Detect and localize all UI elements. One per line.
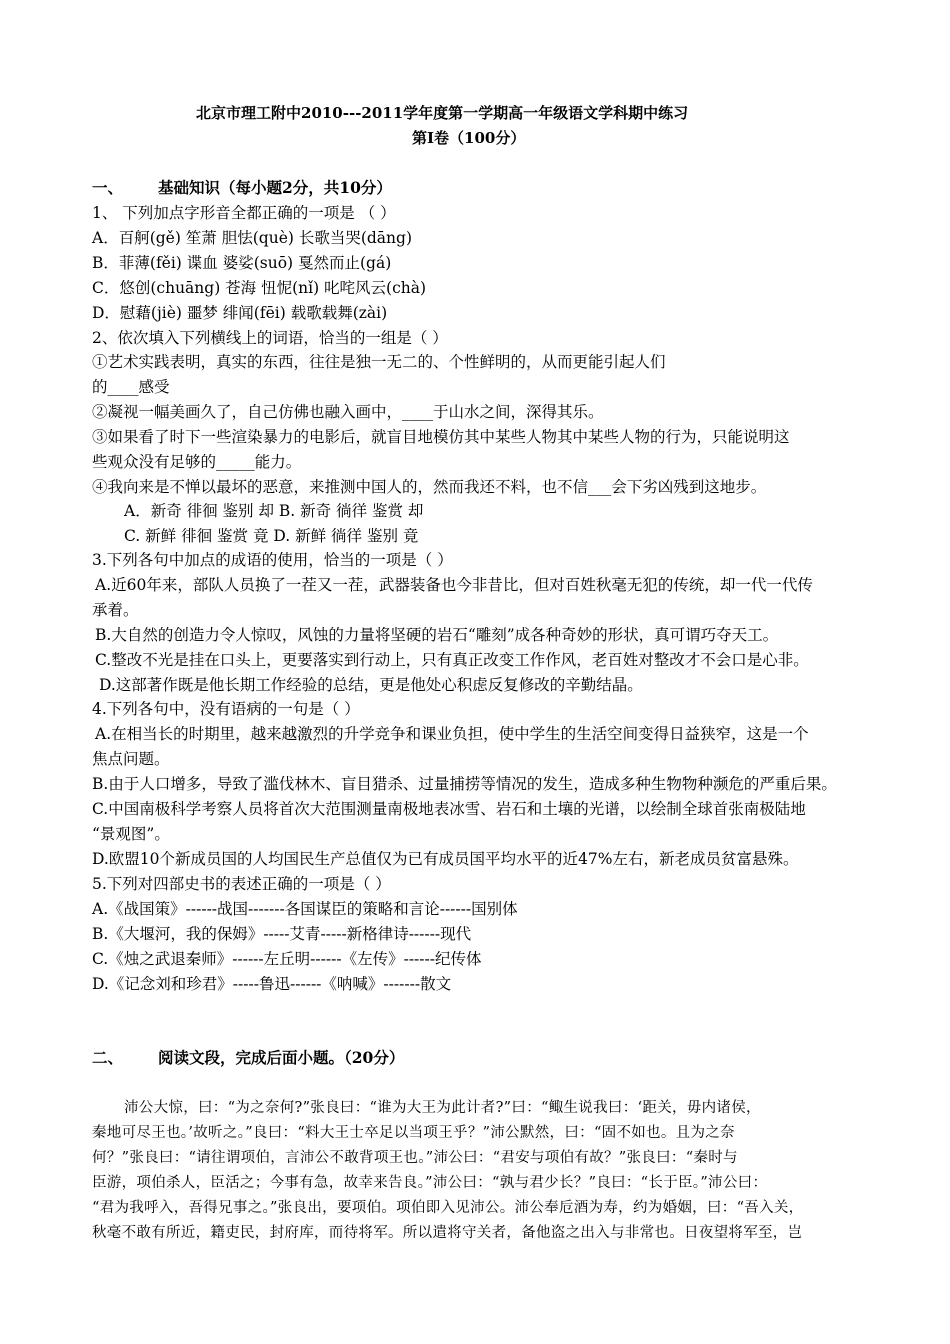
question-2-sentence-3-cont: 些观众没有足够的_____能力。: [92, 453, 302, 471]
question-2-sentence-2: ②凝视一幅美画久了，自己仿佛也融入画中，____于山水之间，深得其乐。: [92, 403, 604, 421]
question-2-sentence-1-cont: 的____感受: [92, 378, 170, 396]
question-2-sentence-3: ③如果看了时下一些渲染暴力的电影后，就盲目地模仿其中某些人物其中某些人物的行为，只能说明这: [92, 428, 790, 446]
question-1-option-c: C．悠创(chuāng) 苍海 忸怩(nǐ) 叱咤风云(chà): [92, 279, 427, 297]
question-3-stem: 3.下列各句中加点的成语的使用，恰当的一项是（ ）: [92, 551, 453, 569]
question-4-option-c-cont: “景观图”。: [92, 825, 170, 843]
question-2-options-cd: C. 新鲜 徘徊 鉴赏 竟 D. 新鲜 徜徉 鉴别 竟: [124, 527, 419, 545]
question-2-stem: 2、依次填入下列横线上的词语，恰当的一组是（ ）: [92, 329, 448, 347]
section-2-number: 二、: [92, 1048, 124, 1067]
question-5-option-c: C.《烛之武退秦师》------左丘明------《左传》------纪传体: [92, 950, 482, 968]
question-4-option-d: D.欧盟10个新成员国的人均国民生产总值仅为已有成员国平均水平的近47%左右，新老成员贫富悬殊。: [92, 850, 799, 868]
question-2-sentence-1: ①艺术实践表明，真实的东西，往往是独一无二的、个性鲜明的，从而更能引起人们: [92, 353, 666, 371]
question-5-option-a: A.《战国策》------战国-------各国谋臣的策略和言论------国别体: [92, 900, 518, 918]
passage-line-3: 何？”张良曰：“请往谓项伯，言沛公不敢背项王也。”沛公曰：“君安与项伯有故？”张良曰：“秦时与: [92, 1150, 738, 1166]
question-3-option-c: C.整改不光是挂在口头上，更要落实到行动上，只有真正改变工作作风，老百姓对整改才不会口是心非。: [95, 651, 809, 669]
question-5-option-d: D.《记念刘和珍君》-----鲁迅------《呐喊》-------散文: [92, 975, 452, 993]
question-5-stem: 5.下列对四部史书的表述正确的一项是（ ）: [92, 875, 391, 893]
question-1-stem: 1、 下列加点字形音全都正确的一项是 （ ）: [92, 204, 396, 222]
question-2-options-ab: A．新奇 徘徊 鉴别 却 B. 新奇 徜徉 鉴赏 却: [124, 502, 424, 520]
question-5-option-b: B.《大堰河，我的保姆》-----艾青-----新格律诗------现代: [92, 925, 472, 943]
question-4-option-b: B.由于人口增多，导致了滥伐林木、盲目猎杀、过量捕捞等情况的发生，造成多种生物物种濒危的严重后果。: [92, 775, 837, 793]
question-4-option-a: A.在相当长的时期里，越来越激烈的升学竞争和课业负担，使中学生的生活空间变得日益狭窄，这是一个: [95, 725, 809, 743]
question-3-option-a: A.近60年来，部队人员换了一茬又一茬，武器装备也今非昔比，但对百姓秋毫无犯的传统，却一代一代传: [95, 576, 813, 594]
question-3-option-b: B.大自然的创造力令人惊叹，风蚀的力量将坚硬的岩石“雕刻”成各种奇妙的形状，真可谓巧夺天工。: [95, 626, 779, 644]
question-4-option-a-cont: 焦点问题。: [92, 750, 170, 768]
passage-line-5: “君为我呼入，吾得兄事之。”张良出，要项伯。项伯即入见沛公。沛公奉卮酒为寿，约为婚姻，曰：“吾入关，: [92, 1200, 804, 1216]
passage-line-6: 秋毫不敢有所近，籍吏民，封府库，而待将军。所以遣将守关者，备他盗之出入与非常也。日夜望将军至，岂: [92, 1225, 803, 1241]
section-1-title: 基础知识（每小题2分，共10分）: [158, 178, 392, 197]
question-3-option-a-cont: 承着。: [92, 601, 139, 619]
passage-line-2: 秦地可尽王也。’故听之。”良曰：“料大王士卒足以当项王乎？”沛公默然，曰：“固不如也。且为之奈: [92, 1125, 735, 1141]
question-1-option-a: A．百舸(gě) 笙萧 胆怯(què) 长歌当哭(dāng): [92, 229, 412, 247]
question-1-option-b: B．菲薄(fěi) 谍血 婆娑(suō) 戛然而止(gá): [92, 254, 392, 272]
question-4-option-c: C.中国南极科学考察人员将首次大范围测量南极地表冰雪、岩石和土壤的光谱，以绘制全球首张南极陆地: [92, 800, 806, 818]
passage-line-4: 臣游，项伯杀人，臣活之；今事有急，故幸来告良。”沛公曰：“孰与君少长？”良曰：“长于臣。”沛公曰：: [92, 1175, 768, 1191]
question-3-option-d: D.这部著作既是他长期工作经验的总结，更是他处心积虑反复修改的辛勤结晶。: [99, 676, 643, 694]
question-2-sentence-4: ④我向来是不惮以最坏的恶意，来推测中国人的，然而我还不料，也不信___会下劣凶残到这地步。: [92, 478, 767, 496]
section-1-number: 一、: [92, 178, 124, 197]
question-1-option-d: D．慰藉(jiè) 噩梦 绯闻(fēi) 载歌载舞(zài): [92, 304, 388, 322]
section-2-title: 阅读文段，完成后面小题。（20分）: [158, 1048, 405, 1067]
question-4-stem: 4.下列各句中，没有语病的一句是（ ）: [92, 700, 360, 718]
document-subtitle: 第Ⅰ卷（100分）: [412, 129, 526, 147]
document-title: 北京市理工附中2010---2011学年度第一学期高一年级语文学科期中练习: [196, 104, 689, 122]
passage-line-1: 沛公大惊，曰：“为之奈何?”张良曰：“谁为大王为此计者?”曰：“鲰生说我曰：‘距关，毋内诸侯，: [124, 1100, 761, 1116]
